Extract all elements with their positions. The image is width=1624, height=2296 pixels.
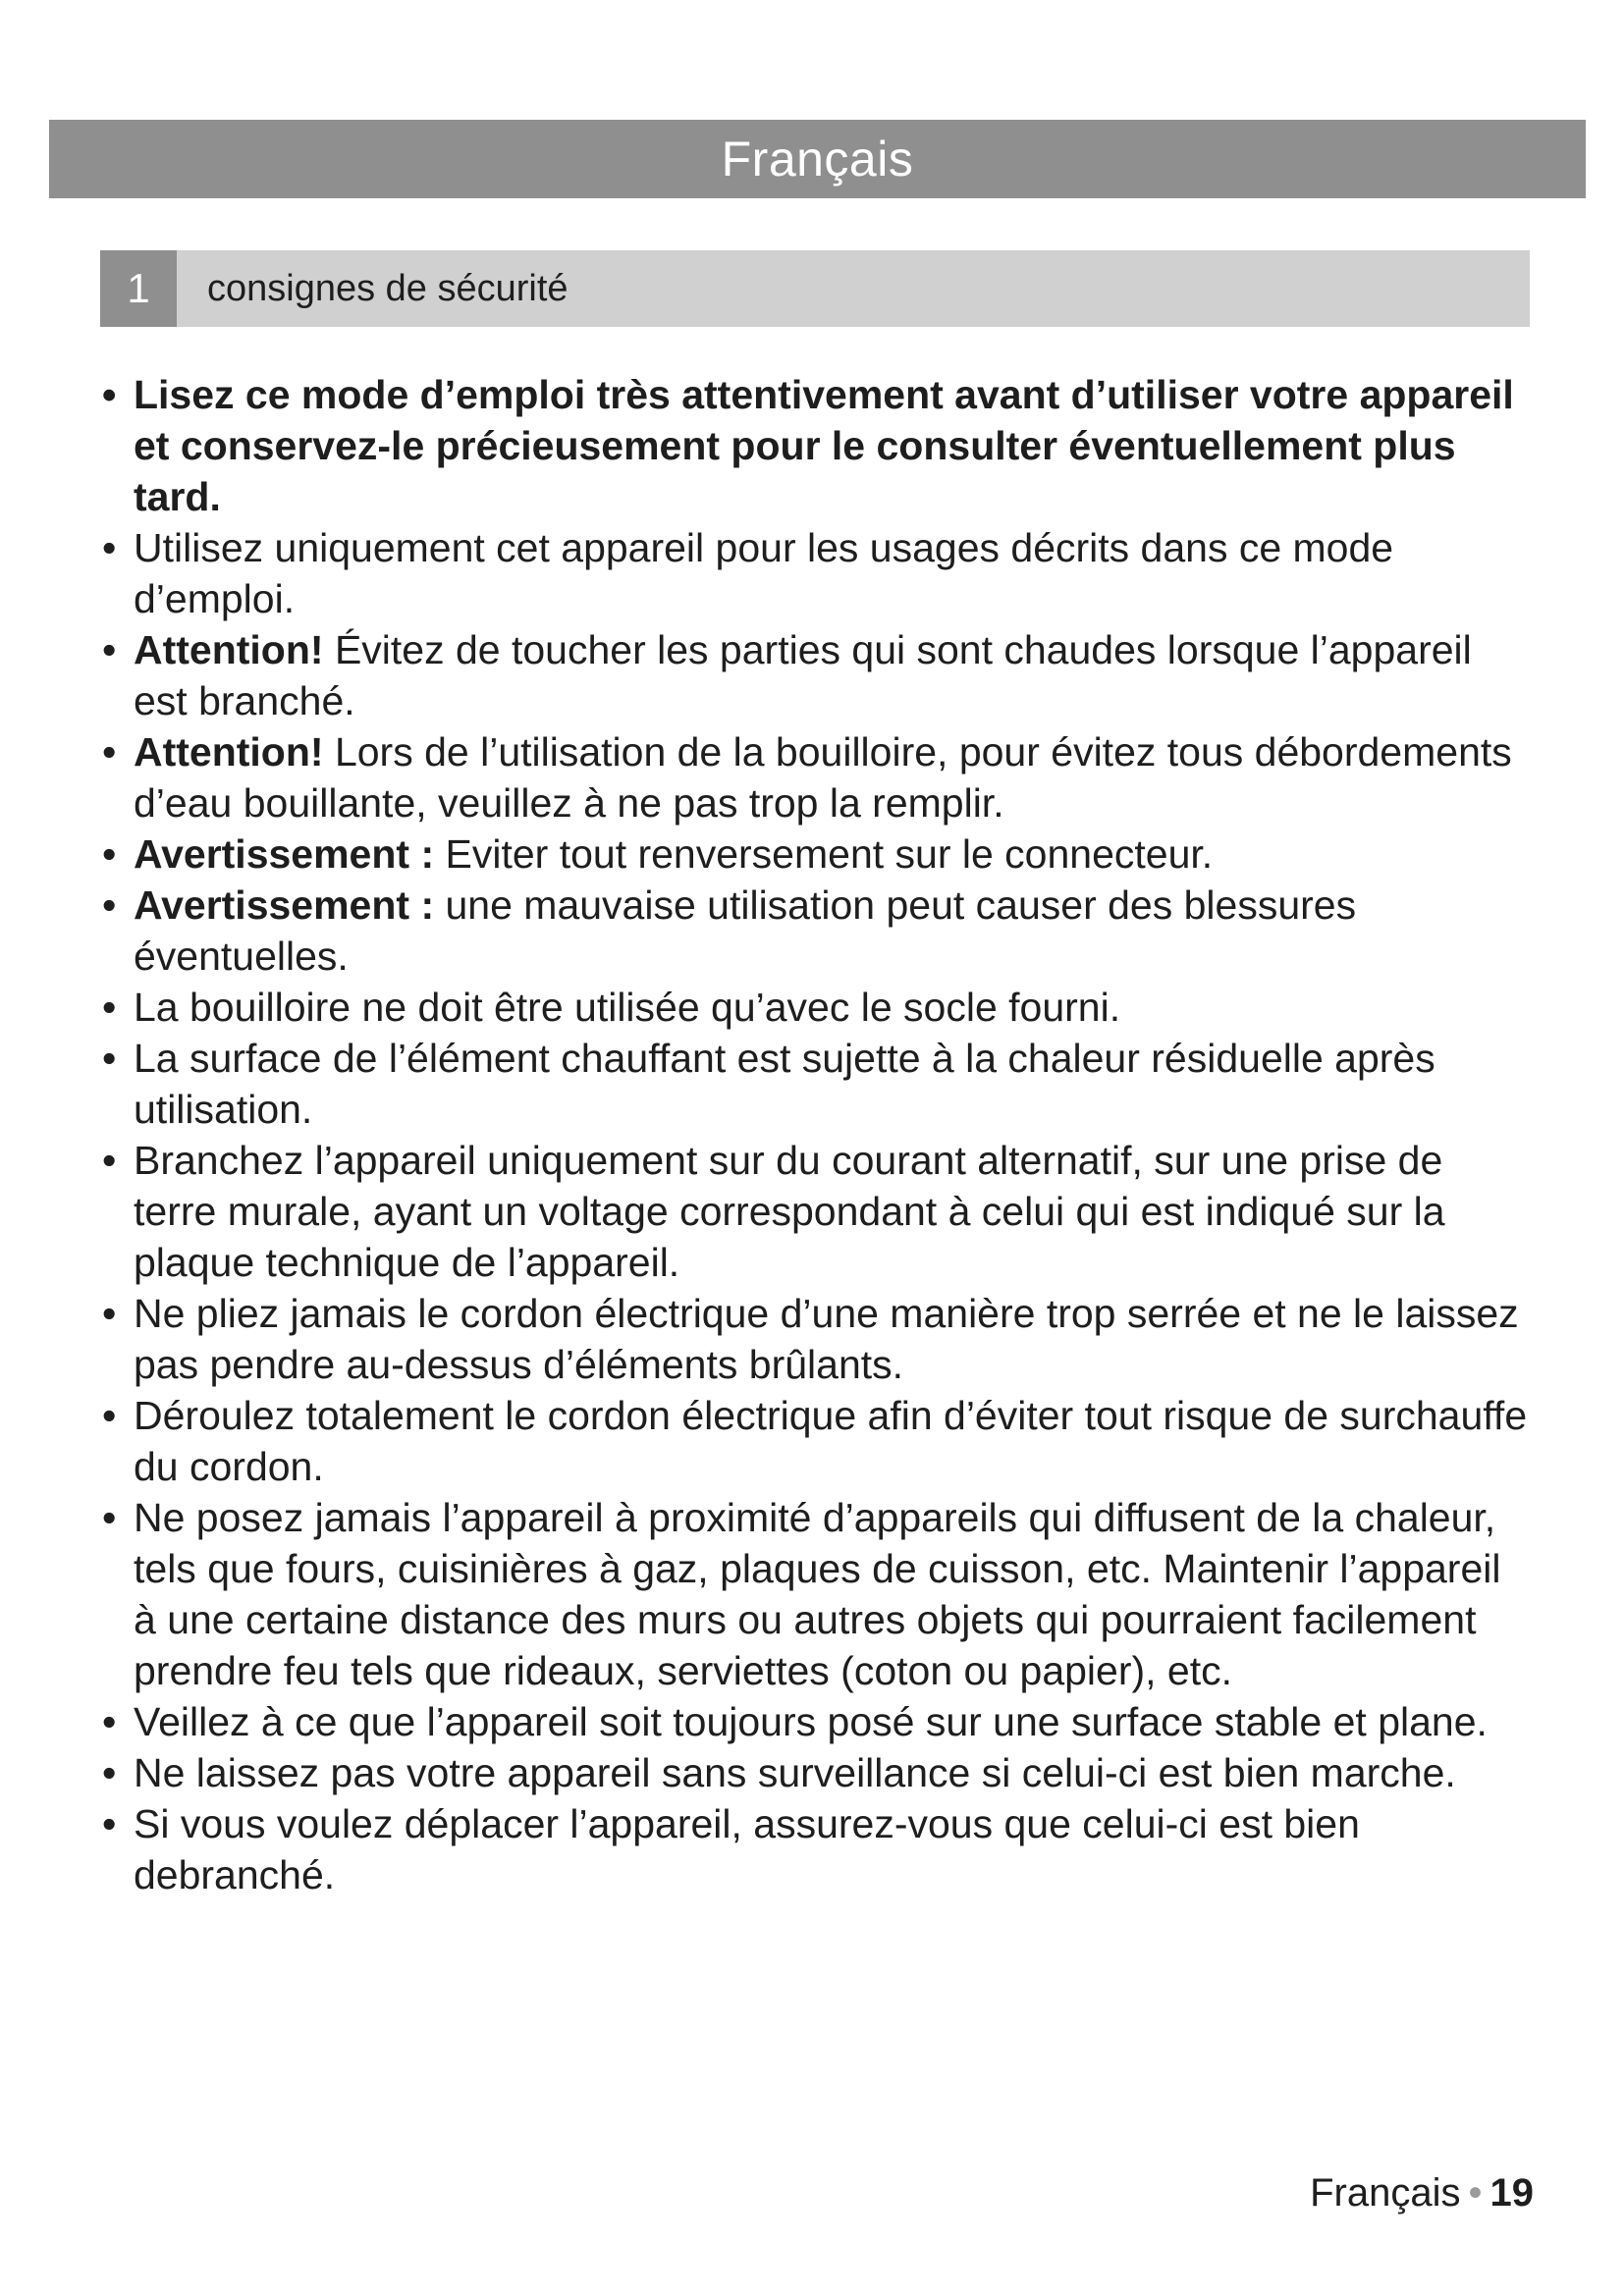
bullet-icon: • (102, 1393, 117, 1438)
bullet-icon: • (102, 1801, 117, 1846)
item-lead: Attention! (134, 627, 324, 672)
list-item (100, 1492, 1534, 1696)
list-item (100, 1798, 1534, 1900)
page-footer (1310, 2167, 1534, 2218)
item-text: Branchez l’appareil uniquement sur du courant alternatif, sur une prise de terre murale, ayant un voltage correspondant à celui qui est indiqué sur la plaque technique de l’appareil. (134, 1138, 1445, 1285)
section-number: 1 (100, 250, 177, 327)
list-item (100, 1135, 1534, 1288)
item-text: une mauvaise utilisation peut causer des blessures éventuelles. (134, 882, 1357, 979)
bullet-icon: • (102, 729, 117, 774)
bullet-icon: • (102, 1495, 117, 1540)
bullet-icon: • (102, 831, 117, 877)
item-lead: Avertissement : (134, 882, 435, 928)
footer-language: Français (1310, 2171, 1461, 2215)
item-text: Évitez de toucher les parties qui sont chaudes lorsque l’appareil est branché. (134, 627, 1472, 723)
item-text: Ne pliez jamais le cordon électrique d’une manière trop serrée et ne le laissez pas pendre au-dessus d’éléments brûlants. (134, 1291, 1519, 1387)
item-text: Veillez à ce que l’appareil soit toujours posé sur une surface stable et plane. (134, 1699, 1488, 1744)
item-text: Eviter tout renversement sur le connecteur. (434, 831, 1214, 877)
list-item (100, 1033, 1534, 1135)
item-lead: Avertissement : (134, 831, 435, 877)
list-item (100, 982, 1534, 1033)
bullet-icon: • (102, 1138, 117, 1183)
item-text: Lors de l’utilisation de la bouilloire, pour évitez tous débordements d’eau bouillante, veuillez à ne pas trop la remplir. (134, 729, 1512, 826)
bullet-icon: • (102, 525, 117, 570)
list-item (100, 522, 1534, 624)
list-item (100, 1747, 1534, 1798)
section-title: consignes de sécurité (207, 268, 568, 309)
item-text: Utilisez uniquement cet appareil pour les usages décrits dans ce mode d’emploi. (134, 525, 1394, 621)
item-text: Déroulez totalement le cordon électrique afin d’éviter tout risque de surchauffe du cordon. (134, 1393, 1528, 1489)
list-item (100, 1288, 1534, 1390)
item-text: La bouilloire ne doit être utilisée qu’avec le socle fourni. (134, 985, 1121, 1030)
list-item (100, 726, 1534, 828)
item-text: Ne laissez pas votre appareil sans surveillance si celui-ci est bien marche. (134, 1750, 1456, 1795)
item-text: Ne posez jamais l’appareil à proximité d’appareils qui diffusent de la chaleur, tels que fours, cuisinières à gaz, plaques de cuisson, etc. Maintenir l’appareil à une certaine distance des murs ou autres objets qui pourraient facilement prendre feu tels que rideaux, serviettes (coton ou papier), etc. (134, 1495, 1501, 1693)
list-item (100, 624, 1534, 726)
item-lead: Attention! (134, 729, 324, 774)
list-item (100, 1696, 1534, 1747)
list-item (100, 880, 1534, 982)
bullet-icon: • (102, 882, 117, 928)
section-header (100, 250, 1530, 327)
list-item (100, 828, 1534, 880)
page-number: 19 (1489, 2171, 1534, 2215)
safety-instructions-list (100, 369, 1534, 1900)
bullet-icon: • (102, 1750, 117, 1795)
language-header: Français (49, 120, 1586, 198)
list-item (100, 369, 1534, 522)
bullet-icon: • (102, 985, 117, 1030)
bullet-icon: • (102, 372, 117, 417)
item-text: La surface de l’élément chauffant est sujette à la chaleur résiduelle après utilisation. (134, 1036, 1435, 1132)
bullet-icon: • (102, 1036, 117, 1081)
footer-separator: • (1468, 2171, 1483, 2215)
item-text: Si vous voulez déplacer l’appareil, assurez-vous que celui-ci est bien debranché. (134, 1801, 1360, 1897)
bullet-icon: • (102, 1699, 117, 1744)
bullet-icon: • (102, 1291, 117, 1336)
bullet-icon: • (102, 627, 117, 672)
list-item (100, 1390, 1534, 1492)
item-text: Lisez ce mode d’emploi très attentivement avant d’utiliser votre appareil et conservez-le précieusement pour le consulter éventuellement plus tard. (134, 372, 1514, 519)
